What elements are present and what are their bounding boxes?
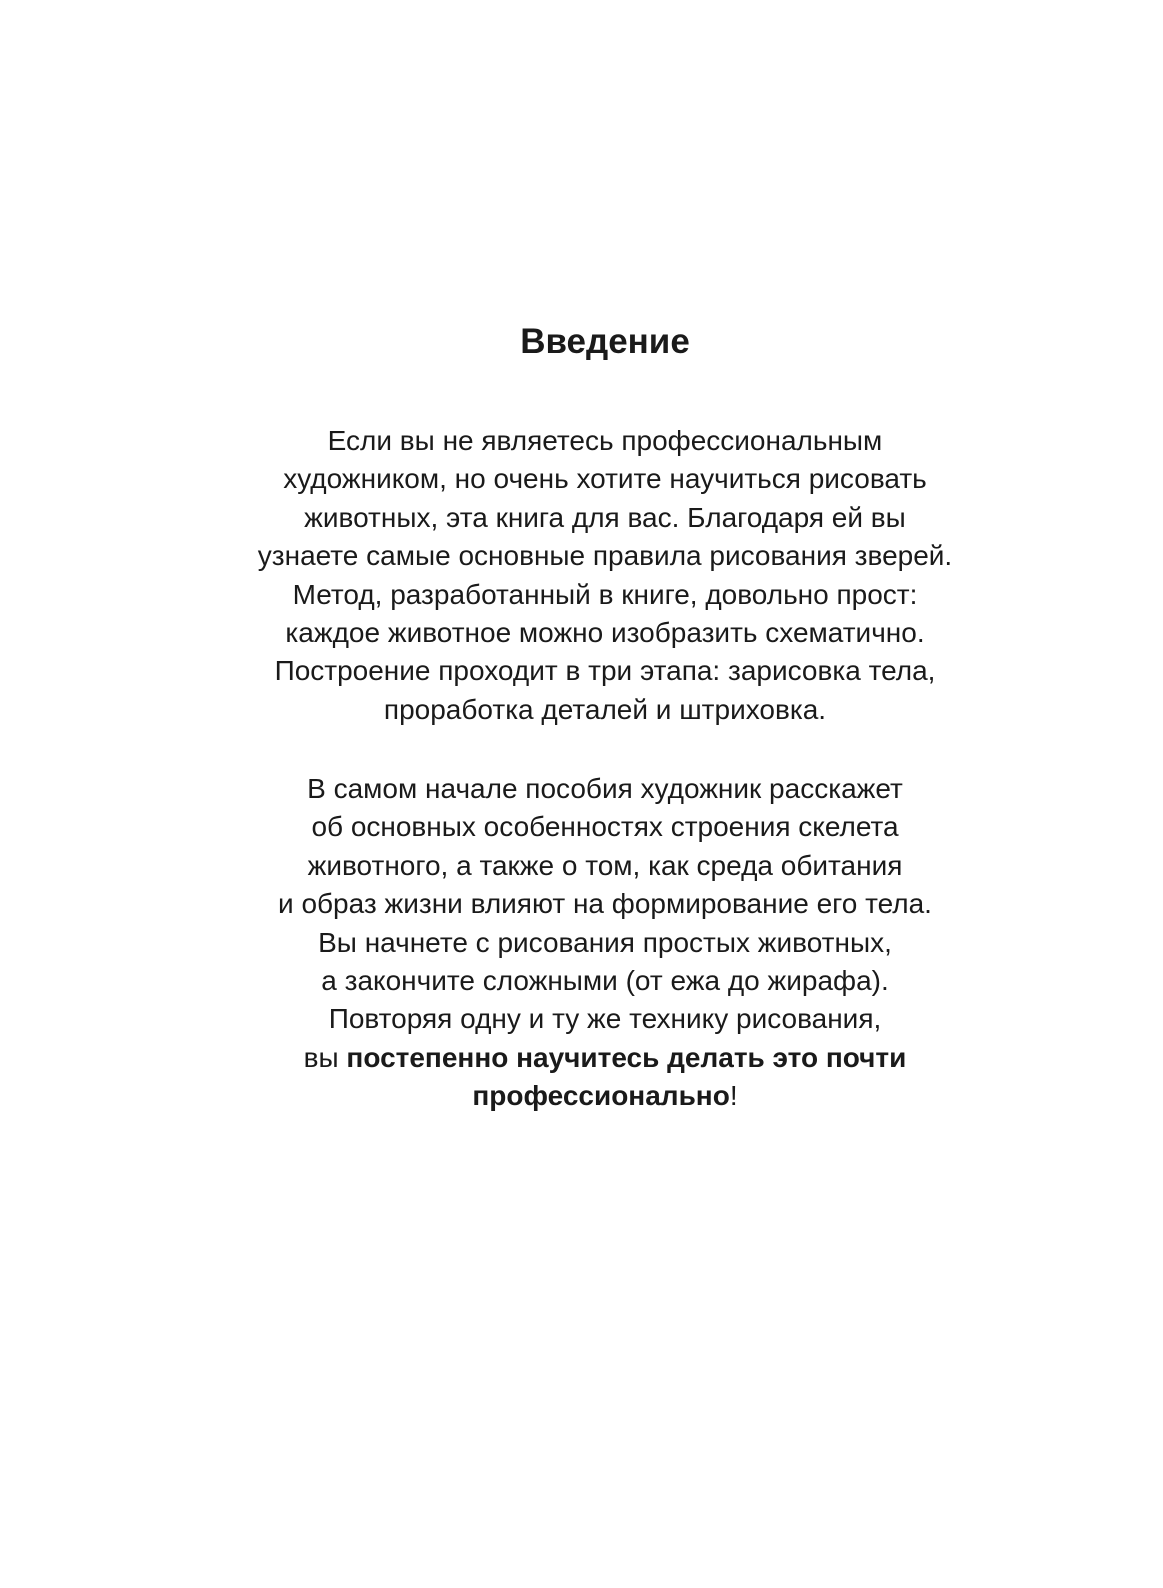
text-line: Повторяя одну и ту же технику рисования, xyxy=(328,1003,882,1035)
page-title: Введение xyxy=(520,322,690,361)
intro-paragraph-2 xyxy=(0,770,1163,1116)
bold-emphasis: постепенно научитесь делать это почти xyxy=(346,1041,907,1073)
text-line: и образ жизни влияют на формирование его тела. xyxy=(278,888,932,920)
text-line: проработка деталей и штриховка. xyxy=(383,693,827,725)
text-line: каждое животное можно изобразить схематично. xyxy=(285,617,925,649)
text-line: Вы начнете с рисования простых животных, xyxy=(318,926,892,958)
text-line: а закончите сложными (от ежа до жирафа). xyxy=(321,965,889,997)
text-line: Построение проходит в три этапа: зарисовка тела, xyxy=(274,655,936,687)
plain-text: вы xyxy=(303,1041,347,1073)
plain-text: ! xyxy=(729,1080,738,1112)
intro-paragraph-1 xyxy=(0,422,1163,729)
text-line: Метод, разработанный в книге, довольно прост: xyxy=(292,578,918,610)
text-line: животных, эта книга для вас. Благодаря ей вы xyxy=(304,501,906,533)
text-line: В самом начале пособия художник расскажет xyxy=(307,773,903,804)
text-line: художником, но очень хотите научиться рисовать xyxy=(283,463,927,495)
text-line-mixed xyxy=(0,1077,1163,1115)
text-line-mixed xyxy=(0,1039,1163,1077)
bold-emphasis: профессионально xyxy=(472,1080,730,1112)
text-line: животного, а также о том, как среда обитания xyxy=(307,849,903,881)
text-line: Если вы не являетесь профессиональным xyxy=(327,425,883,456)
text-line: узнаете самые основные правила рисования зверей. xyxy=(257,540,953,572)
text-line: об основных особенностях строения скелета xyxy=(311,811,899,843)
